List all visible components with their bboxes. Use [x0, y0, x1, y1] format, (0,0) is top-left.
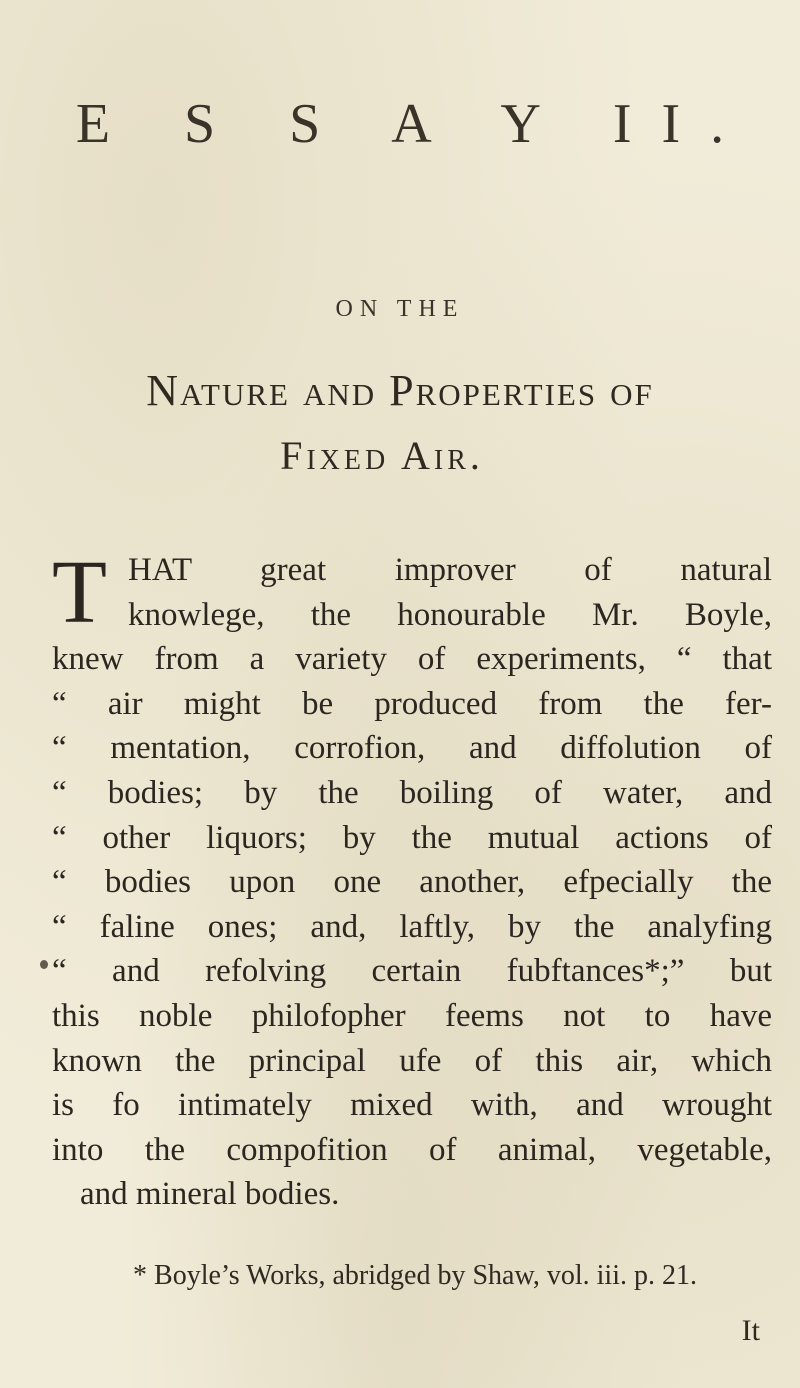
title-line-1: Nature and Properties of	[146, 366, 654, 415]
body-line: HAT great improver of natural	[128, 552, 772, 588]
catchword: It	[741, 1314, 760, 1347]
body-line: this noble philofopher feems not to have	[52, 997, 772, 1034]
body-line: “ bodies upon one another, efpecially the	[52, 864, 772, 901]
body-line: “ faline ones; and, laftly, by the analyfing	[52, 908, 772, 945]
body-line: knew from a variety of experiments, “ that	[52, 641, 772, 678]
on-the-label: ON THE	[335, 296, 465, 322]
drop-cap: T	[52, 543, 107, 642]
body-line: into the compofition of animal, vegetable,	[52, 1131, 772, 1168]
title-line-2: Fixed Air.	[280, 433, 484, 478]
body-line: is fo intimately mixed with, and wrought	[52, 1087, 772, 1124]
body-line: knowlege, the honourable Mr. Boyle,	[128, 596, 772, 633]
body-line: known the principal ufe of this air, which	[52, 1042, 772, 1079]
ink-speck	[40, 960, 48, 969]
body-line: and mineral bodies.	[80, 1176, 340, 1213]
footnote: * Boyle’s Works, abridged by Shaw, vol. iii. p. 21.	[133, 1260, 697, 1291]
body-line: “ mentation, corrofion, and diffolution of	[52, 730, 772, 767]
body-line: “ bodies; by the boiling of water, and	[52, 774, 772, 811]
body-line: “ and refolving certain fubftances*;” but	[52, 953, 772, 990]
body-line: “ other liquors; by the mutual actions of	[52, 819, 772, 856]
essay-heading: E S S A Y II.	[75, 93, 755, 155]
body-text	[52, 543, 772, 1217]
body-line: “ air might be produced from the fer-	[52, 685, 772, 722]
